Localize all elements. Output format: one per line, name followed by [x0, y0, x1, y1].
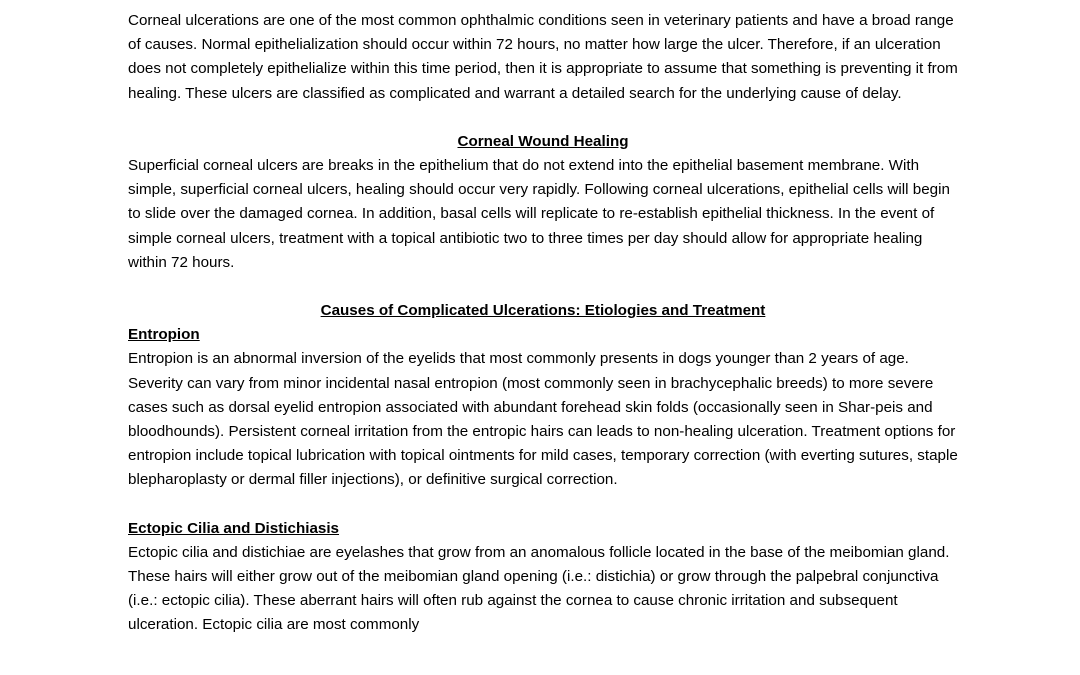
wound-healing-paragraph: Superficial corneal ulcers are breaks in the epithelium that do not extend into the epithelial basement membrane. With simple, superficial corneal ulcers, healing should occur very rapidly. Following corneal ulcerations, epithelial cells will begin to slide over the damaged cornea. In addition, basal cells will replicate to re-establish epithelial thickness. In the event of simple corneal ulcers, treatment with a topical antibiotic two to three times per day should allow for appropriate healing within 72 hours. — [128, 157, 950, 271]
entropion-paragraph: Entropion is an abnormal inversion of the eyelids that most commonly presents in dogs younger than 2 years of age. Severity can vary from minor incidental nasal entropion (most commonly seen in brachycephalic breeds) to more severe cases such as dorsal eyelid entropion associated with abundant forehead skin folds (occasionally seen in Shar-peis and bloodhounds). Persistent corneal irritation from the entropic hairs can leads to non-healing ulceration. Treatment options for entropion include topical lubrication with topical ointments for mild cases, temporary correction (with everting sutures, staple blepharoplasty or dermal filler injections), or definitive surgical correction. — [128, 350, 958, 489]
document-body — [128, 9, 958, 638]
causes-heading: Causes of Complicated Ulcerations: Etiologies and Treatment — [320, 302, 766, 320]
paragraph-spacer — [128, 106, 958, 130]
intro-paragraph: Corneal ulcerations are one of the most common ophthalmic conditions seen in veterinary patients and have a broad range of causes. Normal epithelialization should occur within 72 hours, no matter how large the ulcer. Therefore, if an ulceration does not completely epithelialize within this time period, then it is appropriate to assume that something is preventing it from healing. These ulcers are classified as complicated and warrant a detailed search for the underlying cause of delay. — [128, 12, 958, 102]
wound-healing-heading: Corneal Wound Healing — [457, 132, 629, 150]
paragraph-spacer — [128, 493, 958, 517]
ectopic-cilia-heading: Ectopic Cilia and Distichiasis — [128, 519, 340, 537]
ectopic-cilia-paragraph: Ectopic cilia and distichiae are eyelashes that grow from an anomalous follicle located in the base of the meibomian gland. These hairs will either grow out of the meibomian gland opening (i.e.: distichia) or grow through the palpebral conjunctiva (i.e.: ectopic cilia). These aberrant hairs will often rub against the cornea to cause chronic irritation and subsequent ulceration. Ectopic cilia are most commonly — [128, 543, 950, 634]
paragraph-spacer — [128, 275, 958, 299]
entropion-heading: Entropion — [128, 326, 200, 344]
